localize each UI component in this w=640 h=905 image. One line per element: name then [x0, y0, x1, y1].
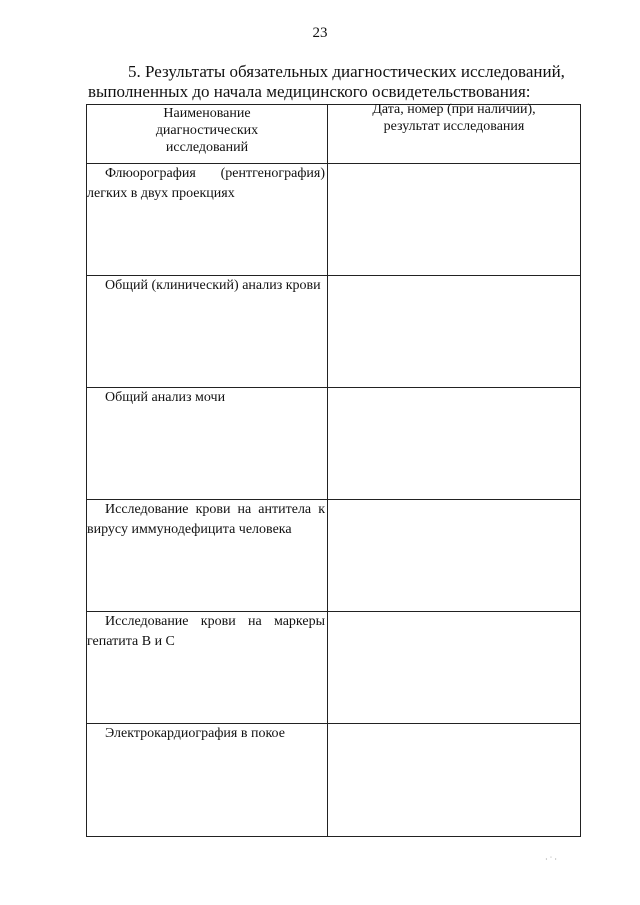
page-number: 23	[312, 25, 328, 41]
table-row	[87, 164, 581, 276]
section-heading	[88, 62, 588, 102]
table-row	[87, 500, 581, 612]
table-row	[87, 612, 581, 724]
study-result-cell[interactable]	[328, 164, 581, 276]
table-row	[87, 388, 581, 500]
study-name-cell: Исследование крови на антитела к вирусу иммунодефицита человека	[87, 500, 328, 612]
study-name-cell: Исследование крови на маркеры гепатита В и С	[87, 612, 328, 724]
study-name-cell: Флюорография (рентгенография) легких в двух проекциях	[87, 164, 328, 276]
study-name-cell: Общий (клинический) анализ крови	[87, 276, 328, 388]
table-header-row	[87, 105, 581, 164]
column-header-result: Дата, номер (при наличии), результат исследования	[328, 105, 581, 164]
study-result-cell[interactable]	[328, 500, 581, 612]
study-result-cell[interactable]	[328, 612, 581, 724]
column-header-name: Наименование диагностических исследований	[87, 105, 328, 164]
diagnostic-results-table	[86, 104, 581, 837]
study-name-cell: Электрокардиография в покое	[87, 724, 328, 837]
section-heading-line-1: 5. Результаты обязательных диагностических исследований,	[128, 62, 565, 81]
study-result-cell[interactable]	[328, 724, 581, 837]
scan-artifact: · ˙ ·	[545, 855, 557, 864]
section-heading-line-2: выполненных до начала медицинского освидетельствования:	[88, 82, 531, 101]
study-name-cell: Общий анализ мочи	[87, 388, 328, 500]
table-row	[87, 724, 581, 837]
study-result-cell[interactable]	[328, 276, 581, 388]
table-row	[87, 276, 581, 388]
study-result-cell[interactable]	[328, 388, 581, 500]
